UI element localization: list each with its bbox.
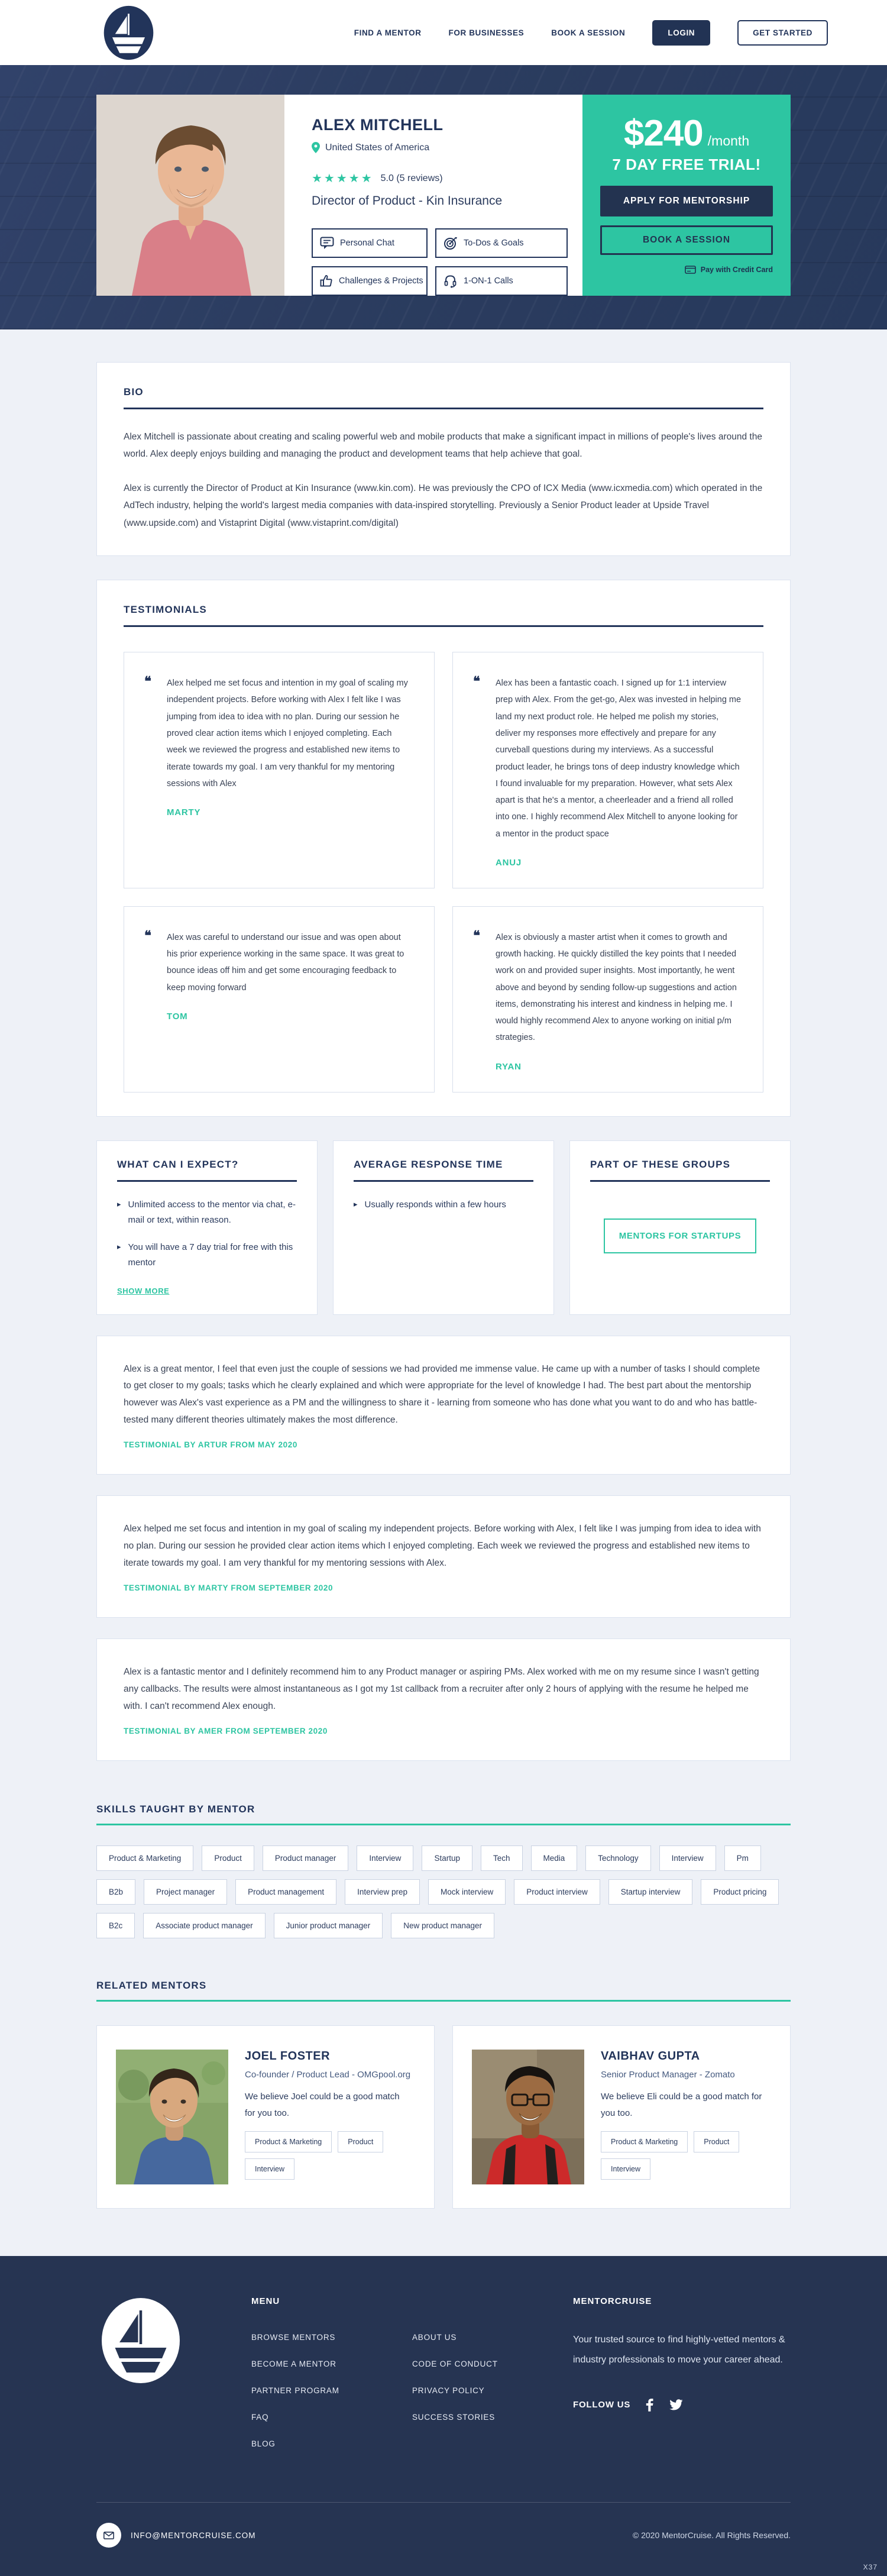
expect-item-text: Unlimited access to the mentor via chat, e-mail or text, within reason. — [128, 1199, 296, 1225]
bio-paragraph: Alex is currently the Director of Product at Kin Insurance (www.kin.com). He was previously the CPO of ICX Media (www.icxmedia.com) which operated in the AdTech industry, helping the world's largest media companies with data-inspired storytelling. Previously a Senior Product leader at Upside Travel (www.upside.com) and Vistaprint Digital (www.vistaprint.com/digital) — [124, 483, 763, 528]
review-label: TESTIMONIAL BY MARTY FROM SEPTEMBER 2020 — [124, 1583, 334, 1593]
mentor-location: United States of America — [325, 142, 430, 153]
expect-item-text: You will have a 7 day trial for free with this mentor — [128, 1242, 293, 1268]
mentor-details — [245, 2050, 415, 2184]
pay-with-credit-card-label[interactable]: Pay with Credit Card — [700, 266, 773, 274]
price-amount: $240 — [623, 113, 703, 154]
bio-paragraph: Alex Mitchell is passionate about creating and scaling powerful web and mobile products that make a significant impact in millions of people's lives around the world. Alex deeply enjoys building and managing the product and development teams that help achieve that goal. — [124, 432, 762, 460]
review-text: Alex is a great mentor, I feel that even just the couple of sessions we had provided me immense value. He came up with a number of tasks I should complete to get closer to my goals; tasks which he clearly explained and which were appropriate for the level of knowledge I had. The best part about the mentorship however was Alex's vast experience as a PM and the willingness to share it - learning from someone who has done what you want to do and who has battle-tested many different theories ultimately makes the most difference. — [124, 1363, 760, 1425]
footer-link-faq[interactable]: FAQ — [251, 2413, 269, 2422]
testimonial-text: Alex is obviously a master artist when it comes to growth and growth hacking. He quickly distilled the key points that I needed work on and provided super insights. Most importantly, he went above and beyond by sending follow-up suggestions and action items, demonstrating his interest and kindness in helping me. I would highly recommend Alex to anyone working on initial p/m strategies. — [496, 932, 737, 1043]
footer-menu-heading: MENU — [251, 2296, 280, 2307]
info-columns — [96, 1140, 791, 1315]
expect-heading: WHAT CAN I EXPECT? — [117, 1158, 239, 1170]
location-pin-icon — [312, 142, 320, 153]
response-time-item — [354, 1197, 533, 1213]
skill-tag[interactable]: Product & Marketing — [96, 1845, 193, 1871]
chat-bubble-icon — [320, 237, 334, 250]
testimonial-quote — [452, 652, 763, 888]
related-mentor-title: Senior Product Manager - Zomato — [601, 2070, 735, 2080]
mentorcruise-logo sailboat-icon — [96, 2296, 185, 2385]
bullet-arrow-icon: ▸ — [354, 1199, 358, 1208]
feature-todos-goals — [435, 228, 568, 258]
skills-heading: SKILLS TAUGHT BY MENTOR — [96, 1803, 255, 1815]
mentor-tag[interactable]: Product & Marketing — [601, 2131, 688, 2152]
book-a-session-button[interactable]: BOOK A SESSION — [600, 225, 773, 255]
related-mentors-section — [96, 1980, 791, 2209]
footer-link-success-stories[interactable]: SUCCESS STORIES — [412, 2413, 496, 2422]
mentor-photo — [96, 95, 284, 296]
footer-brand-heading: MENTORCRUISE — [573, 2296, 652, 2307]
watermark-text: X37 — [863, 2563, 878, 2572]
mentor-photo — [472, 2050, 584, 2184]
related-mentor-name[interactable]: JOEL FOSTER — [245, 2050, 331, 2063]
footer-link-become-a-mentor[interactable]: BECOME A MENTOR — [251, 2360, 336, 2369]
part-of-these-groups-card — [569, 1140, 791, 1315]
skill-tag[interactable]: Interview — [357, 1845, 413, 1871]
login-button[interactable]: LOGIN — [652, 20, 710, 46]
testimonial-author: ANUJ — [496, 857, 522, 868]
what-can-i-expect-card — [96, 1140, 318, 1315]
footer-menu-col-2 — [412, 2332, 573, 2465]
credit-card-icon — [685, 266, 696, 274]
related-mentor-card[interactable] — [452, 2025, 791, 2209]
hero-banner — [0, 65, 887, 329]
mentor-profile-card — [96, 95, 582, 296]
heading-rule-teal — [96, 1824, 791, 1825]
email-envelope-icon — [96, 2523, 121, 2548]
review-label: TESTIMONIAL BY AMER FROM SEPTEMBER 2020 — [124, 1727, 328, 1736]
feature-1on1-calls — [435, 266, 568, 296]
skill-tag[interactable]: Interview — [659, 1845, 716, 1871]
related-mentor-tags — [245, 2131, 415, 2180]
related-mentor-tags — [601, 2131, 771, 2180]
review-label: TESTIMONIAL BY ARTUR FROM MAY 2020 — [124, 1440, 297, 1450]
target-icon — [444, 236, 458, 250]
copyright-text: © 2020 MentorCruise. All Rights Reserved. — [632, 2530, 791, 2541]
skill-tag[interactable]: New product manager — [391, 1913, 494, 1938]
groups-heading: PART OF THESE GROUPS — [590, 1158, 731, 1170]
review-card — [96, 1336, 791, 1475]
related-mentor-name[interactable]: VAIBHAV GUPTA — [601, 2050, 700, 2063]
pricing-panel — [582, 95, 791, 296]
twitter-icon[interactable] — [669, 2399, 683, 2411]
testimonial-author: MARTY — [167, 807, 201, 818]
related-mentor-card[interactable] — [96, 2025, 435, 2209]
expect-item — [117, 1197, 297, 1229]
nav-link-for-businesses[interactable]: FOR BUSINESSES — [448, 28, 525, 37]
mentors-for-startups-button[interactable]: MENTORS FOR STARTUPS — [604, 1218, 756, 1253]
skill-tags — [96, 1845, 791, 1938]
mentor-name: ALEX MITCHELL — [312, 116, 444, 134]
related-mentor-pitch: We believe Eli could be a good match for you too. — [601, 2092, 762, 2119]
testimonial-text: Alex helped me set focus and intention in my goal of scaling my independent projects. Before working with Alex I felt like I was jumping from idea to idea with no plan. During our session he proved clear action items which I enjoyed completing. Each week we reviewed the progress and established new items to iterate towards my goal. I am very thankful for my mentoring sessions with Alex — [167, 678, 408, 788]
price-period: /month — [707, 133, 750, 148]
feature-label: 1-ON-1 Calls — [464, 276, 513, 286]
review-card — [96, 1638, 791, 1761]
footer-link-browse-mentors[interactable]: BROWSE MENTORS — [251, 2333, 336, 2342]
average-response-time-card — [333, 1140, 554, 1315]
main-content — [96, 362, 791, 2256]
heading-rule — [590, 1180, 770, 1182]
skill-tag[interactable]: Technology — [585, 1845, 650, 1871]
apply-for-mentorship-button[interactable]: APPLY FOR MENTORSHIP — [600, 186, 773, 216]
review-text: Alex helped me set focus and intention in my goal of scaling my independent projects. Before working with Alex, I felt like I was jumping from idea to idea with no plan. During our session he provided clear action items which I enjoyed completing. Each week we reviewed the progress and established new items to iterate towards my goal. I am very thankful for my mentoring sessions with Alex. — [124, 1524, 761, 1568]
testimonial-quote — [452, 906, 763, 1093]
feature-personal-chat — [312, 228, 428, 258]
mentor-tag[interactable]: Interview — [245, 2158, 294, 2180]
testimonials-heading: TESTIMONIALS — [124, 604, 207, 616]
mentor-job-title: Director of Product - Kin Insurance — [312, 194, 503, 208]
top-navigation — [0, 0, 887, 65]
response-time-text: Usually responds within a few hours — [364, 1199, 506, 1210]
response-time-heading: AVERAGE RESPONSE TIME — [354, 1158, 503, 1170]
heading-rule — [124, 408, 763, 409]
quote-icon: ❝ — [473, 927, 480, 943]
testimonial-quote — [124, 906, 435, 1093]
nav-links — [354, 20, 828, 46]
mentor-tag[interactable]: Product — [694, 2131, 739, 2152]
headset-icon — [444, 274, 458, 288]
skill-tag[interactable]: Media — [531, 1845, 578, 1871]
follow-us-label: FOLLOW US — [573, 2400, 631, 2410]
review-text: Alex is a fantastic mentor and I definitely recommend him to any Product manager or aspiring PMs. Alex worked with me on my resume since I wasn't getting any callbacks. The results were almost instantaneous as I got my 1st callback from a recruiter after only 2 hours of applying with the resume he helped me with. I can't recommend Alex enough. — [124, 1667, 759, 1711]
skill-tag[interactable]: Project manager — [144, 1879, 227, 1905]
skill-tag[interactable]: B2b — [96, 1879, 135, 1905]
heading-rule — [117, 1180, 297, 1182]
related-mentors-heading: RELATED MENTORS — [96, 1980, 207, 1992]
heading-rule — [354, 1180, 533, 1182]
skills-section — [96, 1803, 791, 1938]
testimonial-quote — [124, 652, 435, 888]
bullet-arrow-icon: ▸ — [117, 1242, 121, 1252]
skill-tag[interactable]: Product manager — [263, 1845, 349, 1871]
footer-menu-col-1 — [251, 2332, 412, 2465]
footer-link-partner-program[interactable]: PARTNER PROGRAM — [251, 2386, 339, 2396]
feature-label: Challenges & Projects — [339, 276, 423, 286]
footer-link-privacy-policy[interactable]: PRIVACY POLICY — [412, 2386, 485, 2396]
footer-link-blog[interactable]: BLOG — [251, 2439, 276, 2449]
skill-tag[interactable]: Product management — [235, 1879, 336, 1905]
show-more-link[interactable]: SHOW MORE — [117, 1286, 170, 1295]
heading-rule-teal — [96, 2000, 791, 2002]
feature-label: Personal Chat — [340, 238, 394, 248]
review-card — [96, 1495, 791, 1618]
footer-link-about-us[interactable]: ABOUT US — [412, 2333, 457, 2342]
nav-link-book-a-session[interactable]: BOOK A SESSION — [551, 28, 626, 37]
feature-badges — [312, 228, 568, 296]
related-mentor-pitch: We believe Joel could be a good match for you too. — [245, 2092, 400, 2119]
bio-heading: BIO — [124, 386, 144, 397]
bio-section — [96, 362, 791, 556]
testimonials-section — [96, 580, 791, 1117]
nav-link-find-a-mentor[interactable]: FIND A MENTOR — [354, 28, 422, 37]
feature-label: To-Dos & Goals — [464, 238, 524, 248]
quote-icon: ❝ — [144, 674, 151, 689]
heading-rule — [124, 625, 763, 627]
mentor-details — [601, 2050, 771, 2184]
related-mentor-title: Co-founder / Product Lead - OMGpool.org — [245, 2070, 411, 2080]
star-rating-icon: ★★★★★ — [312, 172, 374, 185]
quote-icon: ❝ — [144, 927, 151, 943]
skill-tag[interactable]: Junior product manager — [274, 1913, 383, 1938]
rating-text: 5.0 (5 reviews) — [380, 173, 443, 183]
skill-tag[interactable]: Interview prep — [345, 1879, 420, 1905]
get-started-button[interactable]: GET STARTED — [737, 20, 828, 46]
mentor-info — [284, 95, 568, 296]
testimonial-author: RYAN — [496, 1061, 522, 1072]
testimonial-text: Alex was careful to understand our issue and was open about his prior experience working in the same space. It was great to bounce ideas off him and get some encouraging feedback to keep moving forward — [167, 932, 404, 993]
facebook-icon[interactable] — [646, 2399, 653, 2412]
expect-item — [117, 1240, 297, 1271]
skill-tag[interactable]: Startup interview — [608, 1879, 693, 1905]
skill-tag[interactable]: Tech — [481, 1845, 523, 1871]
contact-email-link[interactable]: INFO@MENTORCRUISE.COM — [131, 2530, 256, 2540]
feature-challenges-projects — [312, 266, 428, 296]
skill-tag[interactable]: Product interview — [514, 1879, 600, 1905]
mentor-tag[interactable]: Product — [338, 2131, 383, 2152]
skill-tag[interactable]: Startup — [422, 1845, 472, 1871]
footer-link-code-of-conduct[interactable]: CODE OF CONDUCT — [412, 2360, 498, 2369]
skill-tag[interactable]: B2c — [96, 1913, 135, 1938]
testimonial-text: Alex has been a fantastic coach. I signed up for 1:1 interview prep with Alex. From the get-go, Alex was invested in helping me land my next product role. He helped me polish my stories, deliver my responses more effectively and prepare for any curveball questions during my interviews. As a successful product leader, he brings tons of deep industry knowledge which I found invaluable for my preparation. However, what sets Alex apart is that he's a mentor, a cheerleader and a friend all rolled into one. I highly recommend Alex Mitchell to anyone looking for a mentor in the product space — [496, 678, 742, 839]
skill-tag[interactable]: Product — [202, 1845, 254, 1871]
skill-tag[interactable]: Product pricing — [701, 1879, 779, 1905]
skill-tag[interactable]: Associate product manager — [143, 1913, 265, 1938]
skill-tag[interactable]: Pm — [724, 1845, 761, 1871]
mentorcruise-logo sailboat-icon[interactable] — [101, 5, 157, 61]
mentor-photo — [116, 2050, 228, 2184]
skill-tag[interactable]: Mock interview — [428, 1879, 506, 1905]
mentor-tag[interactable]: Product & Marketing — [245, 2131, 332, 2152]
page-footer — [0, 2256, 887, 2576]
bullet-arrow-icon: ▸ — [117, 1199, 121, 1208]
quote-icon: ❝ — [473, 674, 480, 689]
mentor-tag[interactable]: Interview — [601, 2158, 650, 2180]
testimonials-grid — [124, 652, 763, 1093]
footer-brand-description: Your trusted source to find highly-vetted mentors & industry professionals to move your career ahead. — [573, 2335, 785, 2365]
thumbs-up-icon — [320, 274, 333, 287]
testimonial-author: TOM — [167, 1011, 188, 1022]
free-trial-text: 7 DAY FREE TRIAL! — [612, 156, 761, 173]
